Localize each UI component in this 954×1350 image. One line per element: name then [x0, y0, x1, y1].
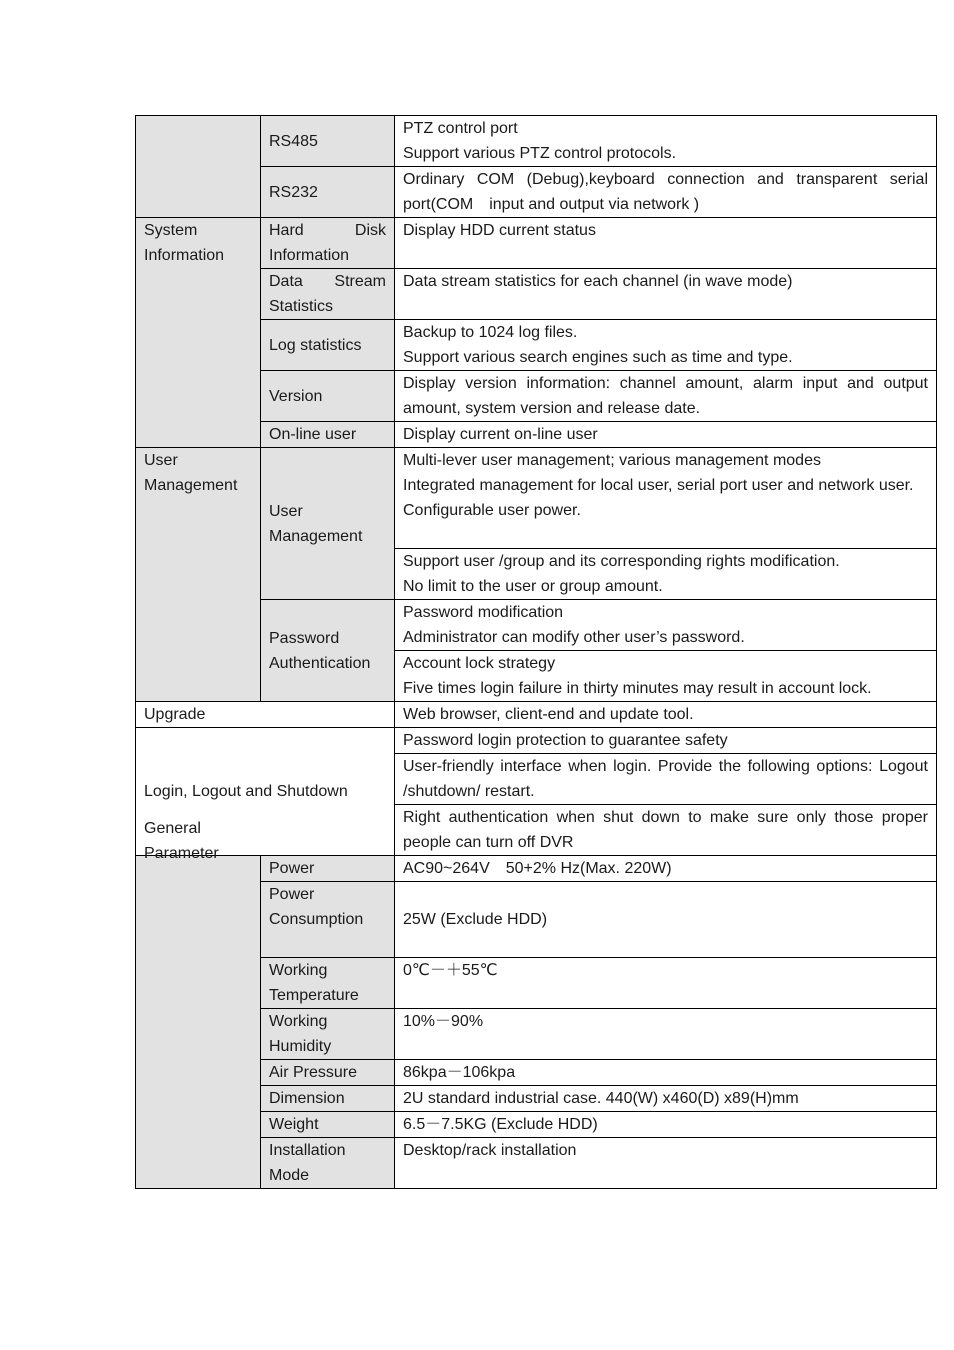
item-log-statistics: Log statistics: [261, 320, 395, 371]
desc-rs485: PTZ control port Support various PTZ control protocols.: [395, 116, 937, 167]
desc-working-humidity: 10%－90%: [395, 1009, 937, 1060]
desc-version: Display version information: channel amount, alarm input and output amount, system version and release date.: [395, 371, 937, 422]
desc-air-pressure: 86kpa－106kpa: [395, 1060, 937, 1086]
table-row: [136, 218, 937, 269]
desc-working-temperature: 0℃－＋55℃: [395, 958, 937, 1009]
category-system-information: System Information: [136, 218, 261, 448]
desc-user-management-2: Support user /group and its corresponding rights modification. No limit to the user or group amount.: [395, 549, 937, 600]
item-rs232: RS232: [261, 167, 395, 218]
item-power: Power: [261, 856, 395, 882]
item-password-authentication: Password Authentication: [261, 600, 395, 702]
category-upgrade: Upgrade: [136, 702, 395, 728]
item-version: Version: [261, 371, 395, 422]
desc-login-1: Password login protection to guarantee safety: [395, 728, 937, 754]
item-online-user: On-line user: [261, 422, 395, 448]
desc-login-2: User-friendly interface when login. Provide the following options: Logout /shutdown/ restart.: [395, 754, 937, 805]
table-row: [136, 448, 937, 549]
desc-hdd: Display HDD current status: [395, 218, 937, 269]
category-general-parameter: General Parameter: [136, 856, 261, 1189]
item-installation-mode: Installation Mode: [261, 1138, 395, 1189]
desc-user-management-1: Multi-lever user management; various management modes Integrated management for local user, serial port user and network user. Configurable user power.: [395, 448, 937, 549]
table-row: [136, 728, 937, 754]
desc-log: Backup to 1024 log files. Support various search engines such as time and type.: [395, 320, 937, 371]
item-dimension: Dimension: [261, 1086, 395, 1112]
item-user-management: User Management: [261, 448, 395, 600]
item-power-consumption: Power Consumption: [261, 882, 395, 958]
category-user-management: User Management: [136, 448, 261, 702]
spec-table: [135, 115, 937, 1189]
desc-installation-mode: Desktop/rack installation: [395, 1138, 937, 1189]
serial-category-cell: [136, 116, 261, 218]
desc-password-1: Password modification Administrator can modify other user’s password.: [395, 600, 937, 651]
desc-power-consumption: 25W (Exclude HDD): [395, 882, 937, 958]
item-weight: Weight: [261, 1112, 395, 1138]
desc-rs232: Ordinary COM (Debug),keyboard connection and transparent serial port(COM input and output via network ): [395, 167, 937, 218]
desc-upgrade: Web browser, client-end and update tool.: [395, 702, 937, 728]
desc-data-stream: Data stream statistics for each channel (in wave mode): [395, 269, 937, 320]
desc-online-user: Display current on-line user: [395, 422, 937, 448]
table-row: [136, 116, 937, 167]
item-working-humidity: Working Humidity: [261, 1009, 395, 1060]
desc-login-3: Right authentication when shut down to make sure only those proper people can turn off DVR: [395, 805, 937, 856]
table-row: [136, 856, 937, 882]
item-data-stream-statistics: Data Stream Statistics: [261, 269, 395, 320]
desc-password-2: Account lock strategy Five times login failure in thirty minutes may result in account lock.: [395, 651, 937, 702]
desc-weight: 6.5－7.5KG (Exclude HDD): [395, 1112, 937, 1138]
item-hard-disk-information: Hard Disk Information: [261, 218, 395, 269]
table-row: [136, 702, 937, 728]
category-login-logout-shutdown: Login, Logout and Shutdown: [136, 728, 395, 856]
item-working-temperature: Working Temperature: [261, 958, 395, 1009]
desc-dimension: 2U standard industrial case. 440(W) x460(D) x89(H)mm: [395, 1086, 937, 1112]
desc-power: AC90~264V 50+2% Hz(Max. 220W): [395, 856, 937, 882]
item-rs485: RS485: [261, 116, 395, 167]
item-air-pressure: Air Pressure: [261, 1060, 395, 1086]
